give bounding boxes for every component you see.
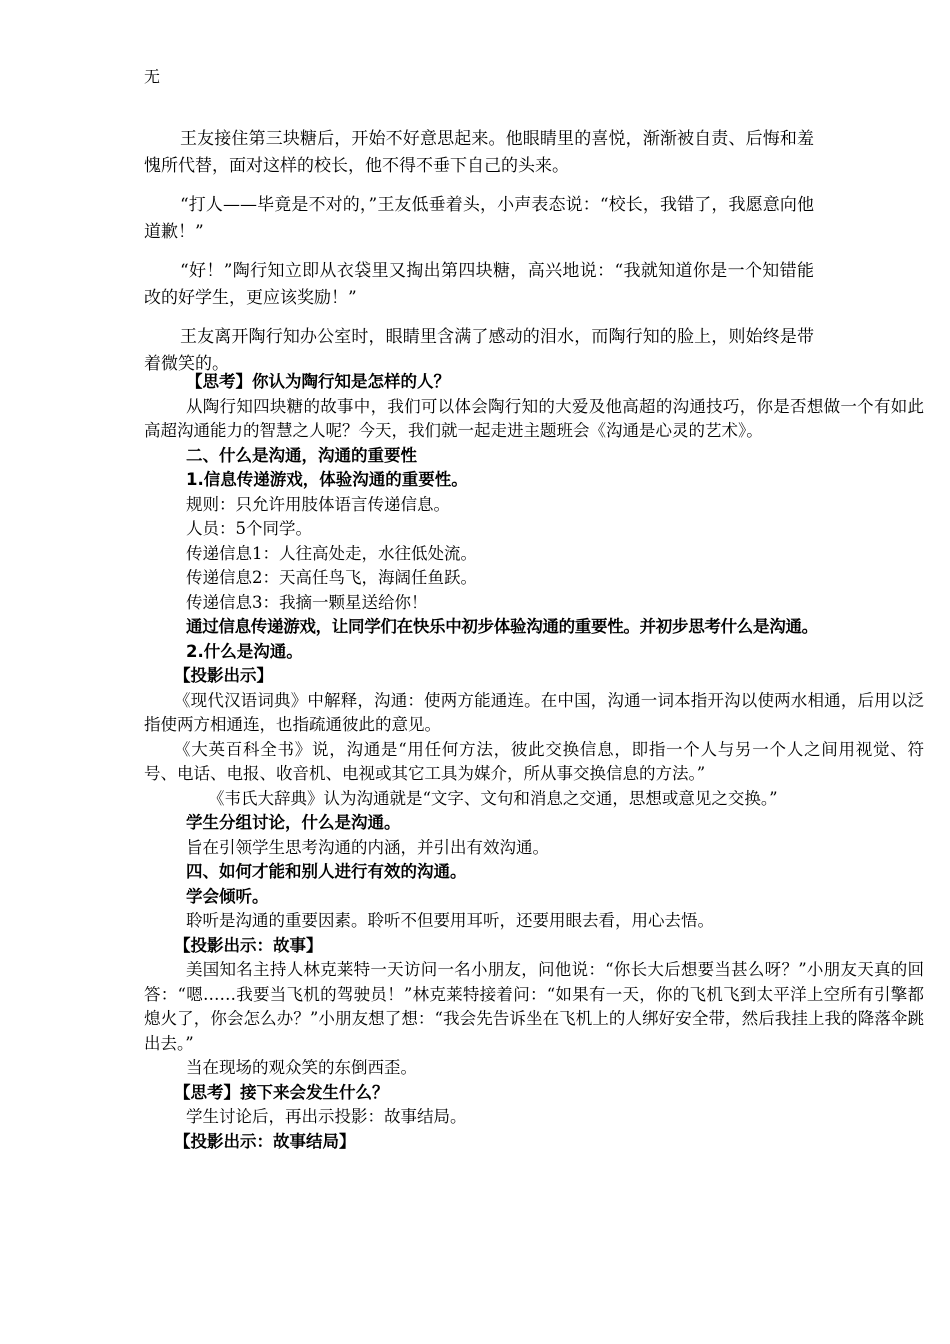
body-line: 聆听是沟通的重要因素。聆听不但要用耳听，还要用眼去看，用心去悟。 [186,911,714,930]
body-line: 传递信息1：人往高处走，水往低处流。 [186,543,477,563]
definition-paragraph: 《韦氏大辞典》认为沟通就是“文字、文句和消息之交通，思想或意见之交换。” [208,788,778,808]
header-mark: 无 [144,67,161,86]
body-line: 规则：只允许用肢体语言传递信息。 [186,494,450,514]
story-section [144,126,814,390]
subsection-heading: 学会倾听。 [186,886,269,906]
subsection-heading: 2.什么是沟通。 [186,641,303,661]
story-paragraph: “好！”陶行知立即从衣袋里又掏出第四块糖，高兴地说：“我就知道你是一个知错能改的好学生，更应该奖励！” [144,261,814,308]
story-paragraph: 王友接住第三块糖后，开始不好意思起来。他眼睛里的喜悦，渐渐被自责、后悔和羞愧所代替，面对这样的校长，他不得不垂下自己的头来。 [144,129,814,176]
definition-paragraph: 《现代汉语词典》中解释，沟通：使两方能通连。在中国，沟通一词本指开沟以使两水相通，后用以泛指使两方相通连，也指疏通彼此的意见。 [144,690,924,734]
projection-heading: 【投影出示：故事】 [174,935,323,955]
body-line: 传递信息2：天高任鸟飞，海阔任鱼跃。 [186,568,477,587]
discussion-heading: 学生分组讨论，什么是沟通。 [186,813,401,832]
body-line: 传递信息3：我摘一颗星送给你！ [186,592,428,612]
definition-paragraph: 《大英百科全书》说，沟通是“用任何方法，彼此交换信息，即指一个人与另一个人之间用视觉、符号、电话、电报、收音机、电视或其它工具为媒介，所从事交换信息的方法。” [144,739,924,783]
subsection-heading: 1.信息传递游戏，体验沟通的重要性。 [186,470,468,489]
story-paragraph: 美国知名主持人林克莱特一天访问一名小朋友，问他说：“你长大后想要当甚么呀？”小朋友天真的回答：“嗯……我要当飞机的驾驶员！”林克莱特接着问：“如果有一天，你的飞机飞到太平洋上空所有引擎都熄火了，你会怎么办？”小朋友想了想：“我会先告诉坐在飞机上的人绑好安全带，然后我挂上我的降落伞跳出去。” [144,960,924,1053]
body-line: 当在现场的观众笑的东倒西歪。 [186,1058,417,1077]
game-summary: 通过信息传递游戏，让同学们在快乐中初步体验沟通的重要性。并初步思考什么是沟通。 [186,617,818,636]
body-paragraph: 从陶行知四块糖的故事中，我们可以体会陶行知的大爱及他高超的沟通技巧，你是否想做一个有如此高超沟通能力的智慧之人呢？今天，我们就一起走进主题班会《沟通是心灵的艺术》。 [144,396,924,440]
lesson-section [144,370,924,1154]
body-line: 旨在引领学生思考沟通的内涵，并引出有效沟通。 [186,837,549,857]
story-paragraph: “打人——毕竟是不对的，”王友低垂着头，小声表态说：“校长，我错了，我愿意向他道歉！” [144,195,814,242]
think-heading: 【思考】接下来会发生什么？ [174,1082,389,1102]
projection-heading: 【投影出示：故事结局】 [174,1131,356,1151]
think-heading: 【思考】你认为陶行知是怎样的人？ [186,372,450,391]
projection-heading: 【投影出示】 [174,666,273,685]
section-heading: 二、什么是沟通，沟通的重要性 [186,445,417,465]
body-line: 人员：5个同学。 [186,519,312,538]
story-paragraph: 王友离开陶行知办公室时，眼睛里含满了感动的泪水，而陶行知的脸上，则始终是带着微笑的。 [144,327,814,374]
body-line: 学生讨论后，再出示投影：故事结局。 [186,1107,467,1126]
section-heading: 四、如何才能和别人进行有效的沟通。 [186,862,467,881]
